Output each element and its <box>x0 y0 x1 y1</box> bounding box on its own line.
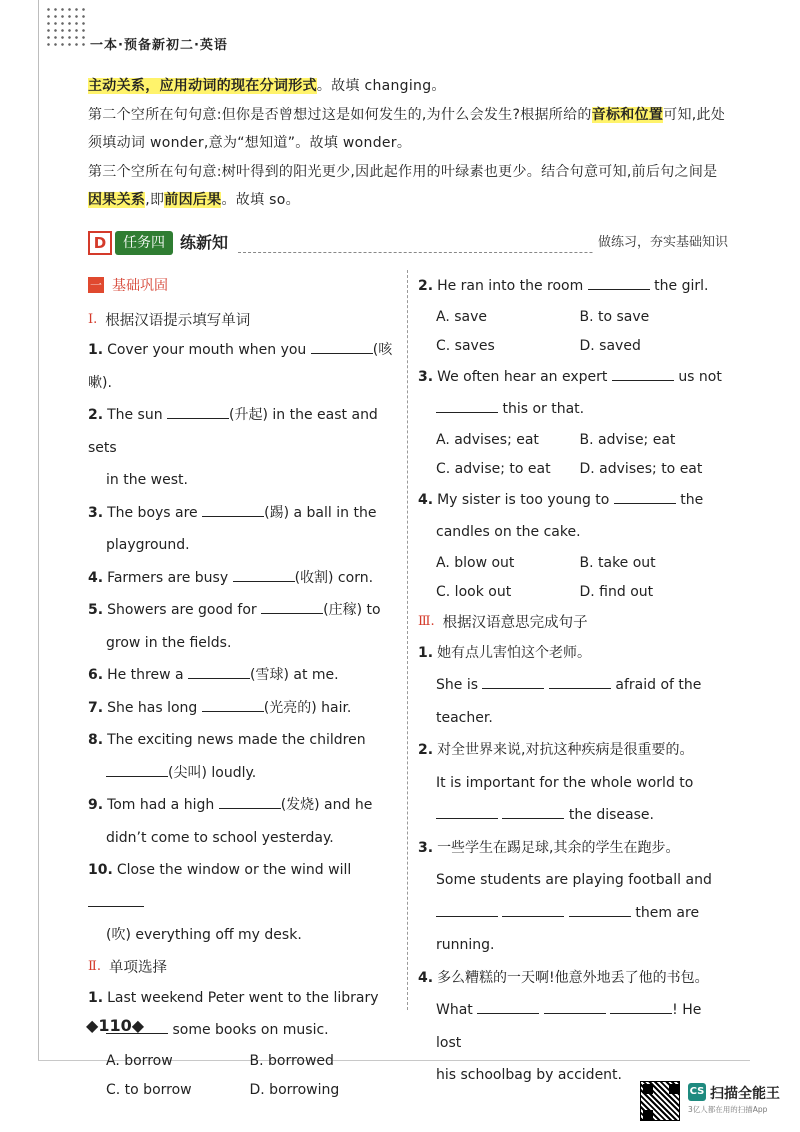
translate-item-2: 2. 对全世界来说,对抗这种疾病是很重要的。 It is important for the whole world to the disease. <box>418 742 694 823</box>
option[interactable]: D. find out <box>579 583 654 600</box>
answer-blank[interactable] <box>188 660 250 679</box>
right-column <box>418 270 723 1092</box>
answer-blank[interactable] <box>614 485 676 504</box>
answer-blank[interactable] <box>88 888 144 907</box>
column-divider <box>407 270 408 1010</box>
answer-blank[interactable] <box>612 362 674 381</box>
task-header <box>88 231 728 255</box>
left-column <box>88 272 393 1105</box>
choice-options-3 <box>418 426 723 484</box>
translate-item-4: 4. 多么糟糕的一天啊!他意外地丢了他的书包。 What ! He lost his schoolbag by accident. <box>418 969 709 1083</box>
part-1-heading: Ⅰ. 根据汉语提示填写单词 <box>88 311 251 329</box>
translate-item-1: 1. 她有点儿害怕这个老师。 She is afraid of the teacher. <box>418 644 702 726</box>
choice-options-4 <box>418 549 723 607</box>
scanner-brand-tagline: 3亿人都在用的扫描App <box>688 1105 768 1114</box>
option[interactable]: D. borrowing <box>249 1081 340 1098</box>
page-left-edge <box>38 0 39 1060</box>
fill-item-4: 4. Farmers are busy (收割) corn. <box>88 562 393 595</box>
option[interactable]: B. borrowed <box>249 1052 334 1069</box>
option[interactable]: C. to borrow <box>106 1081 192 1098</box>
answer-blank[interactable] <box>219 790 281 809</box>
page-header: 一本·预备新初二·英语 <box>90 38 228 53</box>
part-3-heading: Ⅲ. 根据汉语意思完成句子 <box>418 614 588 631</box>
answer-blank[interactable] <box>502 800 564 819</box>
scanner-brand-name: 扫描全能王 <box>710 1086 780 1102</box>
answer-blank[interactable] <box>436 898 498 917</box>
part-2-heading: Ⅱ. 单项选择 <box>88 959 167 976</box>
qr-code-icon <box>640 1081 680 1121</box>
answer-blank[interactable] <box>569 898 631 917</box>
explanation-para-1: 主动关系，应用动词的现在分词形式。故填 changing。 <box>88 78 446 94</box>
answer-blank[interactable] <box>167 400 229 419</box>
section-icon: 一 <box>89 278 102 292</box>
explanation-text <box>88 72 728 215</box>
answer-blank[interactable] <box>588 271 650 290</box>
explanation-para-2: 第二个空所在句句意:但你是否曾想过这是如何发生的,为什么会发生?根据所给的音标和位置可知,此处须填动词 wonder,意为“想知道”。故填 wonder。 <box>88 106 726 151</box>
task-letter-badge: D <box>88 231 112 255</box>
answer-blank[interactable] <box>261 595 323 614</box>
answer-blank[interactable] <box>233 563 295 582</box>
fill-item-2: 2. The sun (升起) in the east and sets in the west. <box>88 399 393 497</box>
choice-item-3: 3. We often hear an expert us not this or that. <box>418 361 723 426</box>
choice-item-2: 2. He ran into the room the girl. <box>418 270 723 303</box>
option[interactable]: A. advises; eat <box>436 431 539 448</box>
fill-item-1: 1. Cover your mouth when you (咳嗽). <box>88 334 393 399</box>
fill-item-8: 8. The exciting news made the children (尖叫) loudly. <box>88 732 366 781</box>
option[interactable]: B. take out <box>579 554 656 571</box>
choice-item-1: 1. Last weekend Peter went to the library some books on music. <box>88 989 379 1038</box>
option[interactable]: A. blow out <box>436 554 515 571</box>
choice-item-4: 4. My sister is too young to the candles on the cake. <box>418 484 723 549</box>
option[interactable]: C. saves <box>436 337 495 354</box>
task-title: 练新知 <box>180 233 229 252</box>
answer-blank[interactable] <box>436 394 498 413</box>
option[interactable]: B. advise; eat <box>579 431 676 448</box>
translate-item-3: 3. 一些学生在踢足球,其余的学生在跑步。 Some students are playing football and them are running. <box>418 839 712 953</box>
option[interactable]: C. look out <box>436 583 512 600</box>
camscanner-logo-icon: CS <box>688 1083 706 1101</box>
answer-blank[interactable] <box>610 995 672 1014</box>
fill-item-3: 3. The boys are (踢) a ball in the playground. <box>88 497 393 562</box>
task-number-badge: 任务四 <box>115 231 173 255</box>
choice-options-1 <box>88 1047 393 1105</box>
fill-item-9: 9. Tom had a high (发烧) and he didn’t come to school yesterday. <box>88 789 393 854</box>
answer-blank[interactable] <box>502 898 564 917</box>
decorative-dots <box>45 6 87 46</box>
fill-item-10: 10. Close the window or the wind will (吹) everything off my desk. <box>88 862 352 943</box>
answer-blank[interactable] <box>202 498 264 517</box>
answer-blank[interactable] <box>544 995 606 1014</box>
answer-blank[interactable] <box>106 758 168 777</box>
choice-options-2 <box>418 303 723 361</box>
task-subtitle: 做练习，夯实基础知识 <box>594 231 728 255</box>
answer-blank[interactable] <box>482 670 544 689</box>
answer-blank[interactable] <box>311 335 373 354</box>
answer-blank[interactable] <box>436 800 498 819</box>
option[interactable]: B. to save <box>579 308 650 325</box>
fill-item-7: 7. She has long (光亮的) hair. <box>88 692 393 725</box>
option[interactable]: A. borrow <box>106 1052 173 1069</box>
option[interactable]: D. advises; to eat <box>579 460 703 477</box>
fill-item-6: 6. He threw a (雪球) at me. <box>88 659 393 692</box>
option[interactable]: A. save <box>436 308 488 325</box>
answer-blank[interactable] <box>477 995 539 1014</box>
explanation-para-3: 第三个空所在句句意:树叶得到的阳光更少,因此起作用的叶绿素也更少。结合句意可知,前后句之间是因果关系,即前因后果。故填 so。 <box>88 163 718 208</box>
option[interactable]: D. saved <box>579 337 641 354</box>
answer-blank[interactable] <box>202 693 264 712</box>
answer-blank[interactable] <box>549 670 611 689</box>
page-number: ◆110◆ <box>86 1016 145 1035</box>
section-basic: 一 基础巩固 <box>89 278 168 294</box>
fill-item-5: 5. Showers are good for (庄稼) to grow in the fields. <box>88 594 393 659</box>
option[interactable]: C. advise; to eat <box>436 460 551 477</box>
